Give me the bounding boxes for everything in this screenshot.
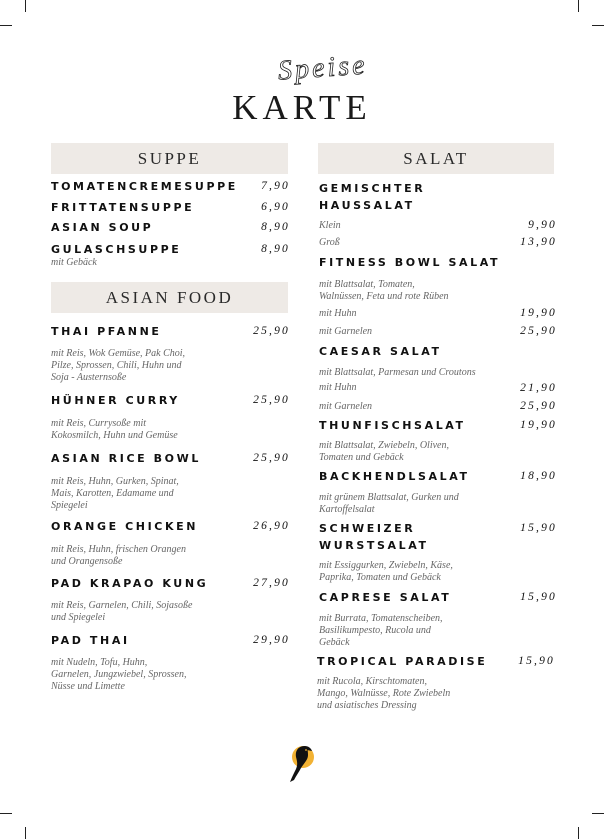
menu-item-desc: Garnelen, Jungzwiebel, Sprossen, <box>51 669 187 680</box>
menu-item-price: 25,90 <box>520 400 557 412</box>
menu-item-price: 18,90 <box>520 470 557 482</box>
crop-mark <box>578 0 579 12</box>
menu-item-name: THUNFISCHSALAT <box>319 419 466 432</box>
page-title: KARTE <box>232 88 372 127</box>
menu-item-desc: mit Burrata, Tomatenscheiben, <box>319 613 443 624</box>
menu-item-name: ASIAN RICE BOWL <box>51 452 201 465</box>
menu-item-desc: Tomaten und Gebäck <box>319 452 404 463</box>
menu-item-desc: und asiatisches Dressing <box>317 700 417 711</box>
menu-item-desc: Kartoffelsalat <box>319 504 375 515</box>
crop-mark <box>0 813 12 814</box>
menu-item-price: 8,90 <box>261 221 290 233</box>
crop-mark <box>592 813 604 814</box>
menu-item-desc: mit Reis, Huhn, Gurken, Spinat, <box>51 476 179 487</box>
menu-item-price: 19,90 <box>520 307 557 319</box>
menu-item-desc: mit Reis, Currysoße mit <box>51 418 146 429</box>
menu-item-name: BACKHENDLSALAT <box>319 470 470 483</box>
menu-item-option: mit Garnelen <box>319 401 373 412</box>
section-header-asian-food: ASIAN FOOD <box>51 282 288 313</box>
menu-item-desc: Kokosmilch, Huhn und Gemüse <box>51 430 178 441</box>
menu-item-price: 25,90 <box>253 325 290 337</box>
menu-item-name: TOMATENCREMESUPPE <box>51 180 238 193</box>
menu-item-desc: Nüsse und Limette <box>51 681 125 692</box>
script-title <box>270 48 390 88</box>
menu-item-desc: Mais, Karotten, Edamame und <box>51 488 174 499</box>
menu-item-desc: und Orangensoße <box>51 556 123 567</box>
menu-item-desc: Basilikumpesto, Rucola und <box>319 625 431 636</box>
menu-item-name: HAUSSALAT <box>319 199 415 212</box>
menu-item-price: 15,90 <box>518 655 555 667</box>
menu-item-name: PAD THAI <box>51 634 130 647</box>
menu-item-name: SCHWEIZER <box>319 522 416 535</box>
crop-mark <box>25 827 26 839</box>
menu-item-name: GEMISCHTER <box>319 182 426 195</box>
menu-item-option: mit Garnelen <box>319 326 373 337</box>
menu-item-desc: Paprika, Tomaten und Gebäck <box>319 572 441 583</box>
menu-item-price: 25,90 <box>253 394 290 406</box>
menu-item-desc: mit Reis, Wok Gemüse, Pak Choi, <box>51 348 186 359</box>
menu-item-price: 25,90 <box>520 325 557 337</box>
menu-item-desc: mit Blattsalat, Parmesan und Croutons <box>319 367 476 378</box>
crop-mark <box>0 25 12 26</box>
menu-item-desc: mit Blattsalat, Tomaten, <box>319 279 415 290</box>
menu-item-name: CAESAR SALAT <box>319 345 442 358</box>
menu-item-name: THAI PFANNE <box>51 325 162 338</box>
menu-item-price: 21,90 <box>520 382 557 394</box>
menu-item-desc: mit Reis, Huhn, frischen Orangen <box>51 544 186 555</box>
menu-item-desc: Pilze, Sprossen, Chili, Huhn und <box>51 360 182 371</box>
menu-item-desc: Spiegelei <box>51 500 88 511</box>
menu-item-option: Groß <box>319 237 340 248</box>
menu-item-desc: und Spiegelei <box>51 612 106 623</box>
script-title-text: Speise <box>277 49 369 87</box>
menu-item-desc: mit Essiggurken, Zwiebeln, Käse, <box>319 560 453 571</box>
menu-item-price: 7,90 <box>261 180 290 192</box>
menu-item-price: 25,90 <box>253 452 290 464</box>
menu-item-name: WURSTSALAT <box>319 539 429 552</box>
menu-item-name: FRITTATENSUPPE <box>51 201 195 214</box>
menu-item-desc: Gebäck <box>319 637 350 648</box>
menu-item-name: CAPRESE SALAT <box>319 591 452 604</box>
crop-mark <box>25 0 26 12</box>
menu-item-desc: Soja - Austernsoße <box>51 372 127 383</box>
menu-item-name: ASIAN SOUP <box>51 221 154 234</box>
menu-item-desc: Walnüssen, Feta und rote Rüben <box>319 291 449 302</box>
menu-item-name: GULASCHSUPPE <box>51 243 182 256</box>
menu-item-desc: mit Nudeln, Tofu, Huhn, <box>51 657 148 668</box>
menu-item-desc: Mango, Walnüsse, Rote Zwiebeln <box>317 688 451 699</box>
menu-item-desc: mit Blattsalat, Zwiebeln, Oliven, <box>319 440 449 451</box>
section-header-salat: SALAT <box>318 143 554 174</box>
menu-item-option: Klein <box>319 220 341 231</box>
menu-item-name: PAD KRAPAO KUNG <box>51 577 209 590</box>
menu-item-name: HÜHNER CURRY <box>51 394 180 407</box>
menu-item-price: 29,90 <box>253 634 290 646</box>
bird-logo-icon <box>285 742 319 784</box>
menu-item-price: 15,90 <box>520 522 557 534</box>
menu-item-price: 9,90 <box>528 219 557 231</box>
menu-item-price: 13,90 <box>520 236 557 248</box>
menu-item-price: 26,90 <box>253 520 290 532</box>
menu-item-option: mit Huhn <box>319 308 357 319</box>
menu-item-desc: mit Reis, Garnelen, Chili, Sojasoße <box>51 600 193 611</box>
menu-item-price: 19,90 <box>520 419 557 431</box>
menu-item-price: 6,90 <box>261 201 290 213</box>
section-header-suppe: SUPPE <box>51 143 288 174</box>
menu-item-desc: mit grünem Blattsalat, Gurken und <box>319 492 459 503</box>
menu-item-desc: mit Rucola, Kirschtomaten, <box>317 676 427 687</box>
menu-item-name: ORANGE CHICKEN <box>51 520 199 533</box>
menu-item-price: 27,90 <box>253 577 290 589</box>
menu-item-price: 15,90 <box>520 591 557 603</box>
crop-mark <box>578 827 579 839</box>
menu-item-name: FITNESS BOWL SALAT <box>319 256 501 269</box>
menu-item-option: mit Huhn <box>319 382 357 393</box>
crop-mark <box>592 25 604 26</box>
menu-item-price: 8,90 <box>261 243 290 255</box>
menu-item-name: TROPICAL PARADISE <box>317 655 488 668</box>
menu-item-desc: mit Gebäck <box>51 257 97 268</box>
